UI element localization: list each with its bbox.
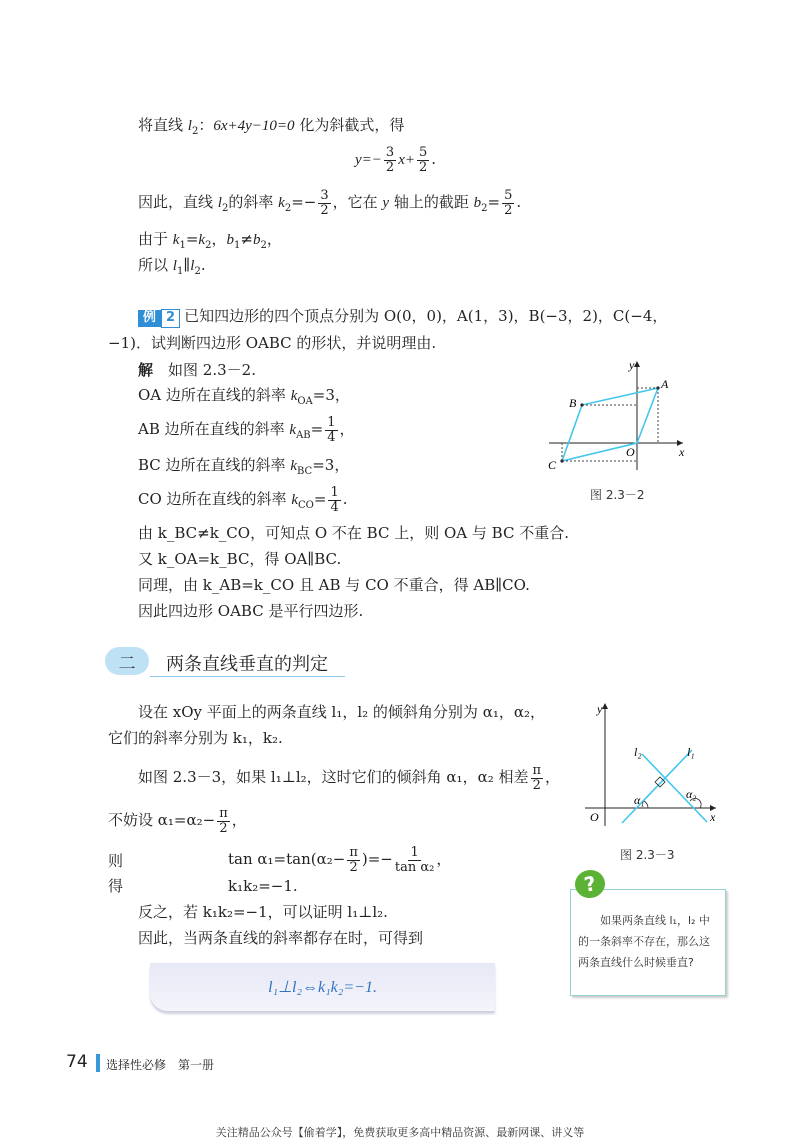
converse-line: 反之，若 k₁k₂=−1，可以证明 l₁⊥l₂.	[138, 903, 388, 921]
reasoning-4: 因此四边形 OABC 是平行四边形.	[138, 602, 364, 620]
reasoning-1: 由 k_BC≠k_CO，可知点 O 不在 BC 上，则 OA 与 BC 不重合.	[138, 524, 569, 542]
page-number: 74	[66, 1052, 88, 1072]
slope-co: CO 边所在直线的斜率 $k_{CO}=$ $\frac{1}{4}$ .	[138, 485, 348, 515]
slope-ab: AB 边所在直线的斜率 $k_{AB}=$ $\frac{1}{4}$ ，	[138, 415, 355, 445]
perp-angle-diff: 如图 2.3－3，如果 l₁⊥l₂，这时它们的倾斜角 α₁，α₂ 相差 $\frac{\pi}{2}$ ，	[138, 763, 561, 793]
line-l1	[622, 750, 692, 823]
page-bar	[96, 1054, 100, 1072]
label-o: O	[590, 810, 599, 824]
slope-bc: BC 边所在直线的斜率 $k_{BC}=3$，	[138, 456, 350, 477]
tan-relation: tan α₁=tan(α₂− $\frac{\pi}{2}$ )=− $\frac{1}{\text{tan α₂}}$ ，	[228, 845, 452, 875]
reasoning-2: 又 k_OA=k_BC，得 OA∥BC.	[138, 550, 342, 568]
section-underline	[150, 676, 345, 677]
label-ze: 则	[108, 852, 124, 870]
label-x: x	[679, 445, 685, 459]
parallelogram-oabc	[562, 388, 658, 461]
line-convert: 将直线 $l_2$：6x+4y−10=0 化为斜截式，得	[138, 116, 405, 137]
slope-intercept-form: y=− $\frac{3}{2}$ x+ $\frac{5}{2}$ .	[355, 145, 437, 175]
side-note-text: 如果两条直线 l₁，l₂ 中的一条斜率不存在，那么这两条直线什么时候垂直?	[578, 914, 710, 969]
example-2-statement-cont: −1)．试判断四边形 OABC 的形状，并说明理由.	[108, 334, 437, 352]
label-a: A	[661, 377, 669, 391]
label-y: y	[629, 358, 635, 372]
footer-note: 关注精品公众号【偷着学】，免费获取更多高中精品资源、最新网课、讲义等	[215, 1126, 585, 1139]
label-y: y	[597, 702, 603, 716]
therefore-line: 所以 $l_1\parallel l_2$.	[138, 256, 206, 277]
boxed-formula: l₁⊥l₂⇔k₁k₂=−1.	[150, 963, 495, 1011]
solution-start: 解 如图 2.3－2.	[138, 361, 256, 379]
label-l1: l₁	[687, 745, 695, 759]
fig-2-3-3-caption: 图 2.3－3	[620, 848, 675, 862]
conclusion-line: 因此，当两条直线的斜率都存在时，可得到	[138, 929, 424, 947]
example-tag: 例	[138, 310, 161, 327]
example-number: 2	[161, 309, 180, 328]
product-relation: k₁k₂=−1.	[228, 877, 298, 895]
example-2-statement: 例 2 已知四边形的四个顶点分别为 O(0，0)，A(1，3)，B(−3，2)，C(−4，	[138, 307, 667, 328]
slope-statement: 因此，直线 $l_2$的斜率 $k_2=-$ $\frac{3}{2}$ ，它在 y 轴上的截距 $b_2=$ $\frac{5}{2}$ .	[138, 188, 522, 218]
angle-arc-a1	[644, 801, 648, 808]
perp-intro-1: 设在 xOy 平面上的两条直线 l₁，l₂ 的倾斜角分别为 α₁，α₂，	[138, 703, 545, 721]
label-b: B	[569, 396, 577, 410]
label-c: C	[548, 458, 557, 472]
figure-perpendicular-lines	[582, 700, 722, 830]
since-line: 由于 $k_1=k_2$，$b_1\ne b_2$，	[138, 230, 282, 251]
figure-parallelogram	[545, 355, 695, 475]
y-axis-arrow	[602, 703, 608, 709]
right-angle-mark	[655, 777, 665, 787]
reasoning-3: 同理，由 k_AB=k_CO 且 AB 与 CO 不重合，得 AB∥CO.	[138, 576, 530, 594]
fig-2-3-2-caption: 图 2.3－2	[590, 488, 645, 502]
label-l2: l₂	[634, 745, 642, 759]
line-l2	[642, 754, 707, 822]
book-title: 选择性必修 第一册	[106, 1058, 215, 1072]
label-x: x	[710, 810, 716, 824]
perp-intro-2: 它们的斜率分别为 k₁，k₂.	[108, 729, 283, 747]
label-a1: α₁	[634, 793, 645, 807]
label-o: O	[626, 445, 635, 459]
y-axis-arrow	[634, 361, 640, 367]
section-badge: 二	[105, 647, 149, 675]
question-icon: ?	[573, 868, 607, 901]
label-de: 得	[108, 877, 124, 895]
slope-oa: OA 边所在直线的斜率 $k_{OA}=3$，	[138, 386, 350, 407]
section-title: 两条直线垂直的判定	[166, 654, 328, 675]
perp-assume: 不妨设 α₁=α₂− $\frac{\pi}{2}$ ，	[108, 806, 247, 836]
label-a2: α₂	[686, 787, 697, 801]
